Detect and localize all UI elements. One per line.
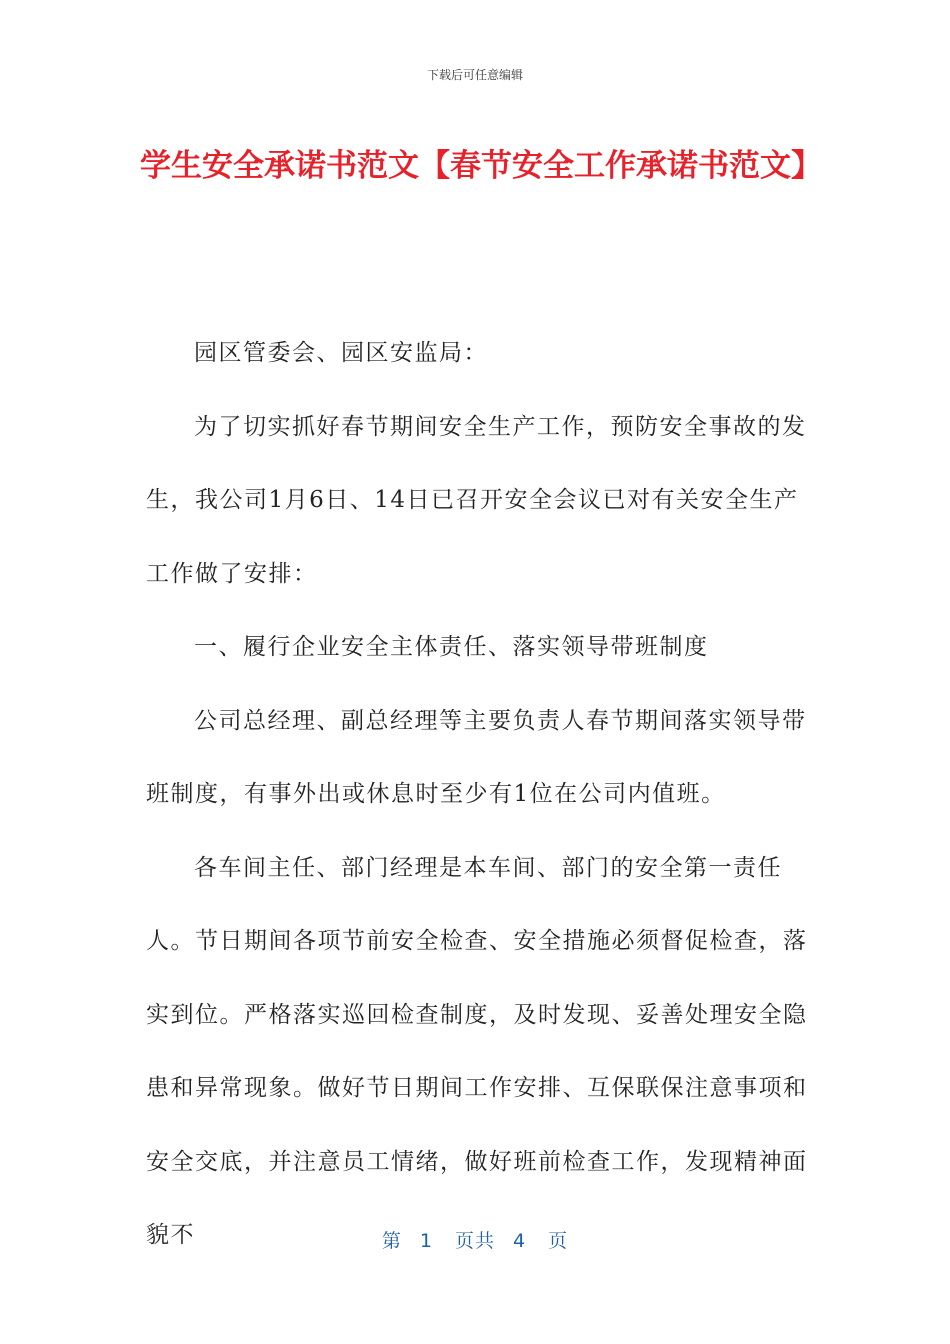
paragraph-2: 公司总经理、副总经理等主要负责人春节期间落实领导带班制度，有事外出或休息时至少有1位在公司内值班。	[146, 707, 807, 807]
header-note: 下载后可任意编辑	[426, 68, 523, 82]
footer-page-number: 1	[419, 1230, 433, 1252]
paragraph-3: 各车间主任、部门经理是本车间、部门的安全第一责任人。节日期间各项节前安全检查、安全措施必须督促检查，落实到位。严格落实巡回检查制度，及时发现、妥善处理安全隐患和异常现象。做好节日期间工作安排、互保联保注意事项和安全交底，并注意员工情绪，做好班前检查工作，发现精神面貌不	[146, 854, 808, 1248]
footer-page-middle: 页共	[454, 1230, 495, 1252]
page-footer	[0, 1226, 950, 1253]
footer-total-pages: 4	[513, 1230, 527, 1252]
paragraph-1: 为了切实抓好春节期间安全生产工作，预防安全事故的发生，我公司1月6日、14日已召开安全会议已对有关安全生产工作做了安排：	[146, 413, 807, 587]
footer-page-suffix: 页	[548, 1230, 569, 1252]
salutation: 园区管委会、园区安监局：	[194, 340, 488, 366]
footer-page-prefix: 第	[381, 1230, 402, 1252]
document-title: 学生安全承诺书范文【春节安全工作承诺书范文】	[140, 148, 822, 184]
section-heading-1: 一、履行企业安全主体责任、落实领导带班制度	[194, 634, 709, 660]
document-body	[146, 317, 811, 1273]
